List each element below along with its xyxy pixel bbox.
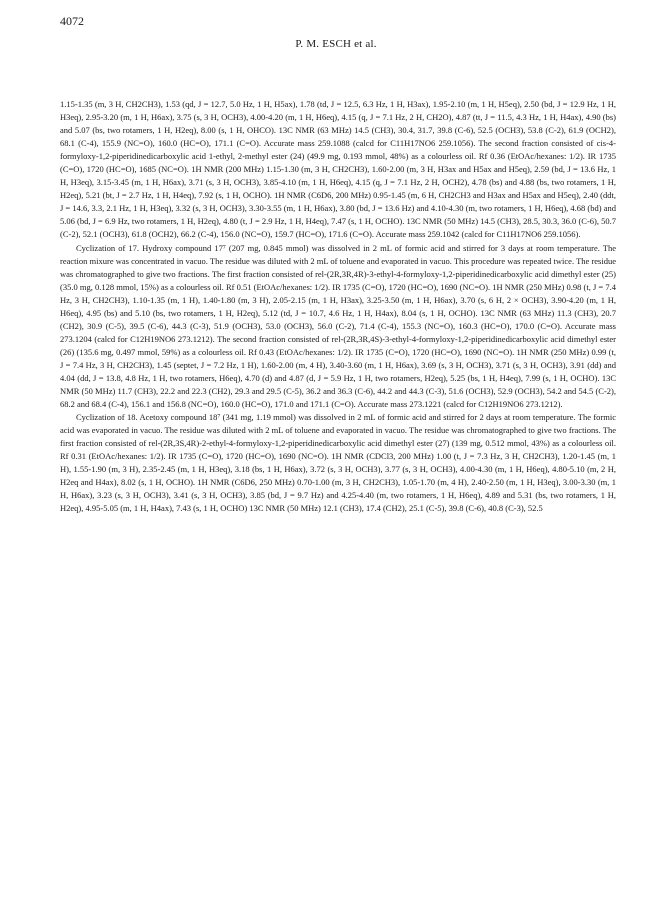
paragraph-cyclization-18: Cyclization of 18. Acetoxy compound 18⁷ (341 mg, 1.19 mmol) was dissolved in 2 mL of formic acid and stirred for 2 days at room temperature. The formic acid was evaporated in vacuo. The residue was diluted with 2 mL of toluene and evaporated in vacuo. The residue was chromatographed to give two fractions. The first fraction consisted of rel-(2R,3S,4R)-2-ethyl-4-formyloxy-1,2-piperidinedicarboxylic acid dimethyl ester (27) (139 mg, 0.512 mmol, 43%) as a colourless oil. Rf 0.31 (EtOAc/hexanes: 1/2). IR 1735 (C=O), 1720 (HC=O), 1690 (NC=O). 1H NMR (CDCl3, 200 MHz) 1.00 (t, J = 7.3 Hz, 3 H, CH2CH3), 1.20-1.45 (m, 1 H), 1.55-1.90 (m, 3 H), 2.35-2.45 (m, 1 H, H3eq), 3.18 (bs, 1 H, H6ax), 3.72 (s, 3 H, OCH3), 3.77 (s, 3 H, OCH3), 4.00-4.30 (m, 1 H, H6eq), 4.80-5.10 (m, 2 H, H2eq and H4ax), 8.02 (s, 1 H, OCHO). 1H NMR (C6D6, 250 MHz) 0.70-1.00 (m, 3 H, CH2CH3), 1.05-1.70 (m, 4 H), 2.40-2.50 (m, 1 H, H3eq), 3.00-3.30 (m, 1 H, H6ax), 3.23 (s, 3 H, OCH3), 3.41 (s, 3 H, OCH3), 3.85 (bd, J = 9.7 Hz) and 4.25-4.40 (m, two rotamers, 1 H, H6eq), 4.89 and 5.31 (bs, two rotamers, 1 H, H2eq), 4.95-5.05 (m, 1 H, H4ax), 7.43 (s, 1 H, OCHO) 13C NMR (50 MHz) 12.1 (CH3), 17.4 (CH2), 25.1 (C-5), 39.8 (C-6), 40.8 (C-3), 52.5 [60, 412, 616, 514]
page-number: 4072 [60, 14, 84, 28]
paragraph-compound-24: 1.15-1.35 (m, 3 H, CH2CH3), 1.53 (qd, J = 12.7, 5.0 Hz, 1 H, H5ax), 1.78 (td, J = 12.5, 6.3 Hz, 1 H, H3ax), 1.95-2.10 (m, 1 H, H5eq), 2.50 (bd, J = 12.9 Hz, 1 H, H3eq), 2.95-3.20 (m, 1 H, H6ax), 3.75 (s, 3 H, OCH3), 4.00-4.20 (m, 1 H, H6eq), 4.15 (q, J = 7.1 Hz, 2 H, CH2O), 4.87 (tt, J = 11.5, 4.3 Hz, 1 H, H4ax), 4.90 (bs) and 5.07 (bs, two rotamers, 1 H, H2eq), 8.00 (s, 1 H, OHCO). 13C NMR (63 MHz) 14.5 (CH3), 30.4, 31.7, 39.8 (C-6), 52.5 (OCH3), 53.8 (C-2), 61.9 (OCH2), 68.1 (C-4), 155.9 (NC=O), 160.0 (HC=O), 171.1 (C=O). Accurate mass 259.1088 (calcd for C11H17NO6 259.1056). The second fraction consisted of cis-4-formyloxy-1,2-piperidinedicarboxylic acid 1-ethyl, 2-methyl ester (24) (49.9 mg, 0.193 mmol, 48%) as a colourless oil. Rf 0.36 (EtOAc/hexanes: 1/2). IR 1735 (C=O), 1720 (HC=O), 1685 (NC=O). 1H NMR (200 MHz) 1.15-1.30 (m, 3 H, CH2CH3), 1.60-2.00 (m, 3 H, H3ax and H5ax and H5eq), 2.59 (bd, J = 13.6 Hz, 1 H, H3eq), 3.15-3.45 (m, 1 H, H6ax), 3.71 (s, 3 H, OCH3), 3.85-4.10 (m, 1 H, H6eq), 4.15 (q, J = 7.1 Hz, 2 H, OCH2), 4.78 (bs) and 4.88 (bs, two rotamers, 1 H, H2eq), 5.21 (bt, J = 2.7 Hz, 1 H, H4eq), 7.92 (s, 1 H, OCHO). 1H NMR (C6D6, 200 MHz) 0.95-1.45 (m, 6 H, CH2CH3 and H3ax and H5ax and H5eq), 2.40 (ddt, J = 14.6, 3.3, 2.1 Hz, 1 H, H3eq), 3.32 (s, 3 H, OCH3), 3.30-3.55 (m, 1 H, H6ax), 3.80 (bd, J = 13.6 Hz) and 4.10-4.30 (m, two rotamers, 1 H, H6eq), 4.68 (bd) and 5.06 (bd, J = 6.9 Hz, two rotamers, 1 H, H2eq), 4.80 (t, J = 2.9 Hz, 1 H, H4eq), 7.47 (s, 1 H, OCHO). 13C NMR (50 MHz) 14.5 (CH3), 28.5, 30.3, 36.0 (C-6), 50.7 (C-2), 52.1 (OCH3), 61.8 (OCH2), 66.2 (C-4), 156.0 (NC=O), 159.7 (HC=O), 171.6 (C=O). Accurate mass 259.1042 (calcd for C11H17NO6 259.1056). [60, 99, 616, 240]
running-head: P. M. ESCH et al. [295, 38, 377, 50]
paragraph-cyclization-17: Cyclization of 17. Hydroxy compound 17⁷ (207 mg, 0.845 mmol) was dissolved in 2 mL of formic acid and stirred for 3 days at room temperature. The reaction mixure was concentrated in vacuo. The residue was diluted with 2 mL of toluene and evaporated in vacuo. This procedure was repeated twice. The residue was chromatographed to give two fractions. The first fraction consisted of rel-(2R,3R,4R)-3-ethyl-4-formyloxy-1,2-piperidinedicarboxylic acid dimethyl ester (25) (35.0 mg, 0.128 mmol, 15%) as a colourless oil. Rf 0.51 (EtOAc/hexanes: 1/2). IR 1735 (C=O), 1720 (HC=O), 1690 (NC=O). 1H NMR (250 MHz) 0.98 (t, J = 7.4 Hz, 3 H, CH2CH3), 1.10-1.35 (m, 1 H), 1.40-1.80 (m, 3 H), 2.05-2.15 (m, 1 H, H3ax), 3.25-3.50 (m, 1 H, H6ax), 3.70 (s, 6 H, 2 × OCH3), 3.90-4.20 (m, 1 H, H6eq), 4.95 (bs) and 5.10 (bs, two rotamers, 1 H, H2eq), 5.12 (td, J = 10.7, 4.6 Hz, 1 H, H4ax), 8.04 (s, 1 H, OCHO). 13C NMR (63 MHz) 11.3 (CH3), 20.7 (CH2), 30.9 (C-5), 39.5 (C-6), 44.3 (C-3), 51.9 (OCH3), 53.0 (OCH3), 56.0 (C-2), 71.4 (C-4), 155.3 (NC=O), 160.3 (HC=O), 170.0 (C=O). Accurate mass 273.1204 (calcd for C12H19NO6 273.1212). The second fraction consisted of rel-(2R,3R,4S)-3-ethyl-4-formyloxy-1,2-piperidinedicarboxylic acid dimethyl ester (26) (135.6 mg, 0.497 mmol, 59%) as a colourless oil. Rf 0.43 (EtOAc/hexanes: 1/2). IR 1735 (C=O), 1720 (HC=O), 1690 (NC=O). 1H NMR (250 MHz) 0.99 (t, J = 7.4 Hz, 3 H, CH2CH3), 1.45 (septet, J = 7.2 Hz, 1 H), 1.60-2.00 (m, 4 H), 3.40-3.60 (m, 1 H, H6ax), 3.69 (s, 3 H, OCH3), 3.71 (s, 3 H, OCH3), 3.91 (dd) and 4.04 (dd, J = 13.8, 4.8 Hz, 1 H, two rotamers, H6eq), 4.70 (d) and 4.87 (d, J = 5.9 Hz, 1 H, two rotamers, H2eq), 5.25 (bs, 1 H, H4eq), 7.99 (s, 1 H, OCHO). 13C NMR (50 MHz) 11.7 (CH3), 22.2 and 22.3 (CH2), 29.3 and 29.5 (C-5), 36.2 and 36.3 (C-6), 44.2 and 44.3 (C-3), 51.6 (OCH3), 52.9 (OCH3), 54.2 and 54.5 (C-2), 68.2 and 68.4 (C-4), 156.1 and 156.8 (NC=O), 160.0 (HC=O), 171.0 and 171.1 (C=O). Accurate mass 273.1221 (calcd for C12H19NO6 273.1212). [60, 242, 616, 410]
body-text [60, 98, 616, 516]
